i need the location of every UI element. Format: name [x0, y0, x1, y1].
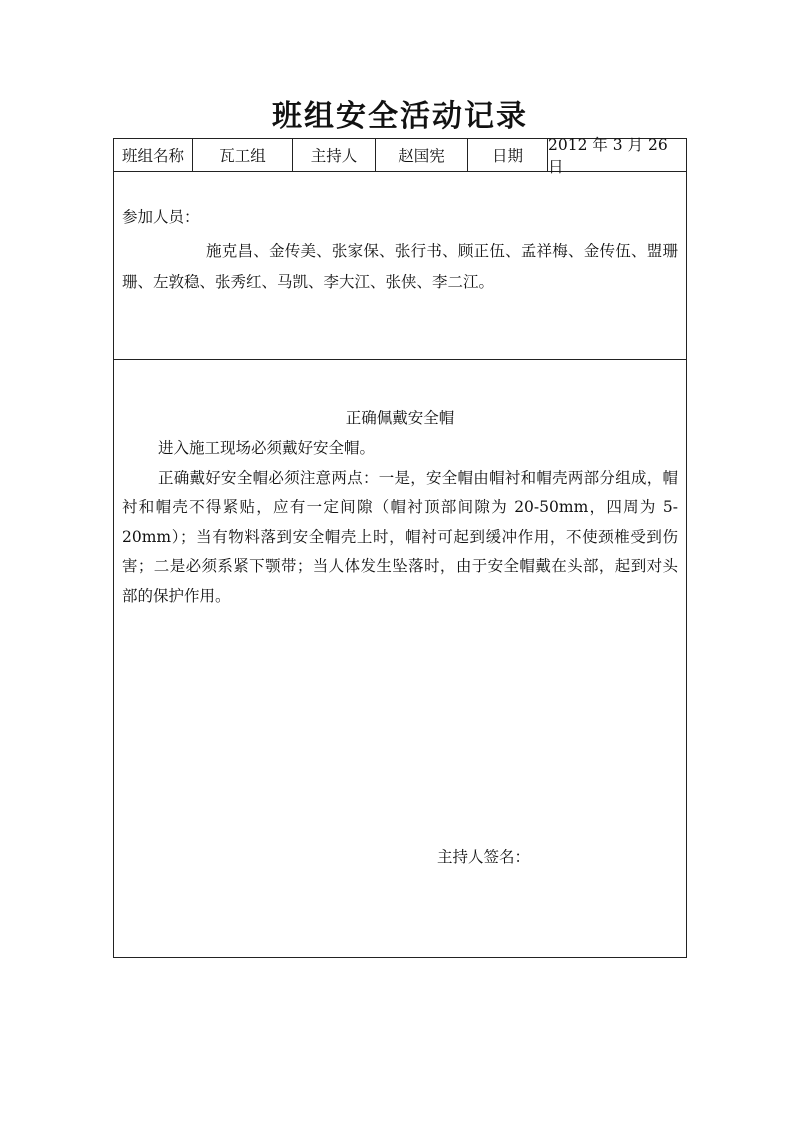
host-signature-label: 主持人签名： [437, 848, 531, 866]
team-name-label: 班组名称 [114, 139, 193, 171]
participants-section [114, 172, 686, 360]
content-paragraph-1: 进入施工现场必须戴好安全帽。 [158, 439, 376, 457]
activity-record-form [113, 138, 687, 958]
activity-topic: 正确佩戴安全帽 [345, 409, 455, 427]
header-row [114, 136, 686, 176]
activity-content-section [114, 360, 686, 958]
participants-label: 参加人员： [122, 208, 200, 226]
team-name-value: 瓦工组 [193, 139, 293, 171]
content-paragraph-2: 正确戴好安全帽必须注意两点：一是，安全帽由帽衬和帽壳两部分组成，帽衬和帽壳不得紧贴，应有一定间隙（帽衬顶部间隙为 20-50mm，四周为 5-20mm）；当有物料落到安全帽壳上时，帽衬可起到缓冲作用，不使颈椎受到伤害；二是必须系紧下颚带；当人体发生坠落时，由于安全帽戴在头部，起到对头部的保护作用。 [122, 468, 678, 605]
participants-names: 施克昌、金传美、张家保、张行书、顾正伍、孟祥梅、金传伍、盟珊珊、左敦稳、张秀红、马凯、李大江、张侠、李二江。 [122, 242, 678, 291]
host-label: 主持人 [293, 139, 376, 171]
page-title: 班组安全活动记录 [272, 99, 528, 134]
date-label: 日期 [468, 139, 548, 171]
host-value: 赵国宪 [376, 139, 468, 171]
date-value: 2012 年 3 月 26 日 [548, 136, 668, 176]
